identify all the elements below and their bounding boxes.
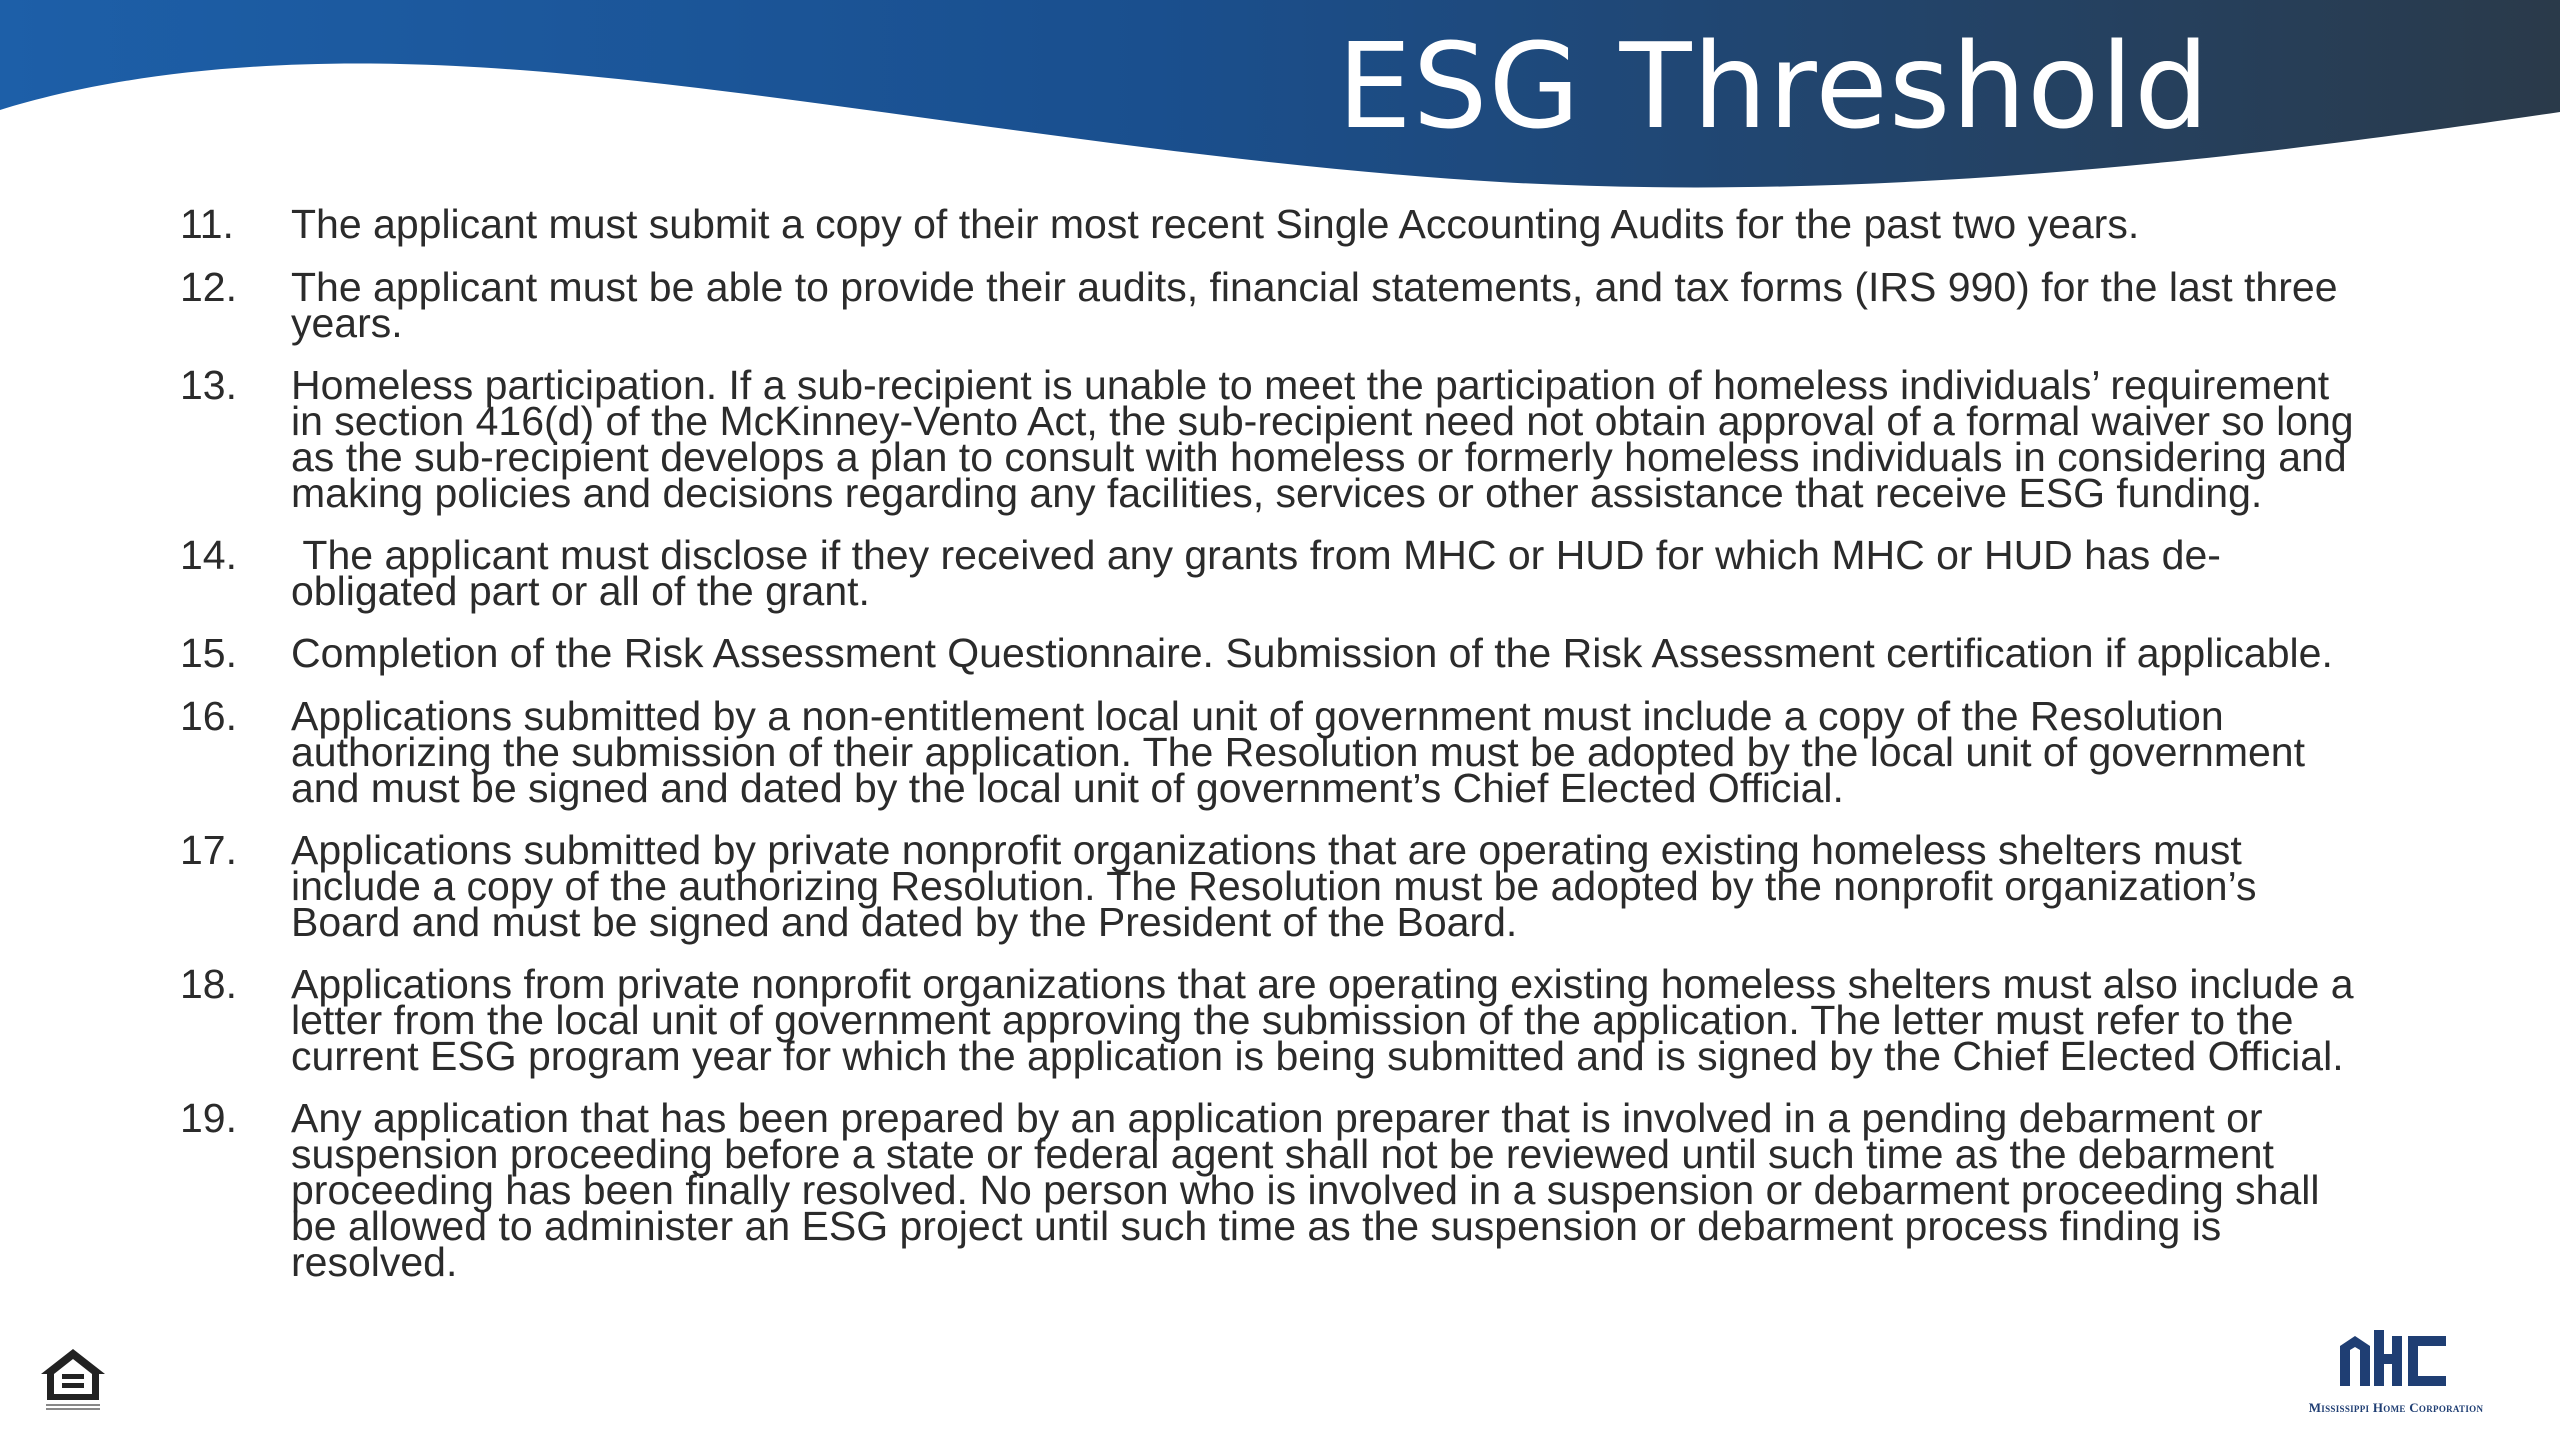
- mhc-logo-icon: [2276, 1316, 2516, 1396]
- list-item: [180, 693, 2360, 811]
- item-text: The applicant must submit a copy of their most recent Single Accounting Audits for the past two years.: [291, 201, 2140, 247]
- list-item: [180, 201, 2360, 247]
- item-text: Homeless participation. If a sub-recipient is unable to meet the participation of homeless individuals’ requirement in section 416(d) of the McKinney-Vento Act, the sub-recipient need not obtain approval of a formal waiver so long as the sub-recipient develops a plan to consult with homeless or formerly homeless individuals in considering and making policies and decisions regarding any facilities, services or other assistance that receive ESG funding.: [291, 362, 2354, 516]
- list-item: [180, 961, 2360, 1079]
- item-number: 19.: [180, 1095, 237, 1141]
- list-item: [180, 532, 2360, 614]
- item-number: 11.: [180, 201, 234, 247]
- item-text: The applicant must disclose if they received any grants from MHC or HUD for which MHC or HUD has de-obligated part or all of the grant.: [291, 532, 2221, 614]
- item-number: 13.: [180, 362, 237, 408]
- item-number: 16.: [180, 693, 237, 739]
- slide-title: ESG Threshold: [1337, 17, 2210, 155]
- item-text: Applications submitted by a non-entitlement local unit of government must include a copy of the Resolution authorizing the submission of their application. The Resolution must be adopted by the local unit of government and must be signed and dated by the local unit of government’s Chief Elected Official.: [291, 693, 2306, 811]
- item-number: 18.: [180, 961, 237, 1007]
- item-number: 15.: [180, 630, 237, 676]
- threshold-list: [180, 201, 2360, 1306]
- item-text: Applications from private nonprofit organizations that are operating existing homeless shelters must also include a letter from the local unit of government approving the submission of the application. The letter must refer to the current ESG program year for which the application is being submitted and is signed by the Chief Elected Official.: [291, 961, 2354, 1079]
- mhc-logo: [2276, 1316, 2516, 1416]
- equal-housing-opportunity-icon: [38, 1344, 108, 1414]
- item-text: Any application that has been prepared by an application preparer that is involved in a pending debarment or suspension proceeding before a state or federal agent shall not be reviewed until such time as the debarment proceeding has been finally resolved. No person who is involved in a suspension or debarment proceeding shall be allowed to administer an ESG project until such time as the suspension or debarment process finding is resolved.: [291, 1095, 2320, 1285]
- item-text: The applicant must be able to provide their audits, financial statements, and tax forms (IRS 990) for the last three years.: [291, 264, 2338, 346]
- list-item: [180, 630, 2360, 676]
- list-item: [180, 362, 2360, 516]
- item-text: Applications submitted by private nonprofit organizations that are operating existing homeless shelters must include a copy of the authorizing Resolution. The Resolution must be adopted by the nonprofit organization’s Board and must be signed and dated by the President of the Board.: [291, 827, 2257, 945]
- item-number: 17.: [180, 827, 237, 873]
- item-text: Completion of the Risk Assessment Questionnaire. Submission of the Risk Assessment certification if applicable.: [291, 630, 2333, 676]
- list-item: [180, 1095, 2360, 1285]
- list-item: [180, 827, 2360, 945]
- item-number: 14.: [180, 532, 237, 578]
- item-number: 12.: [180, 264, 237, 310]
- logo-caption: Mississippi Home Corporation: [2308, 1400, 2484, 1415]
- list-item: [180, 264, 2360, 346]
